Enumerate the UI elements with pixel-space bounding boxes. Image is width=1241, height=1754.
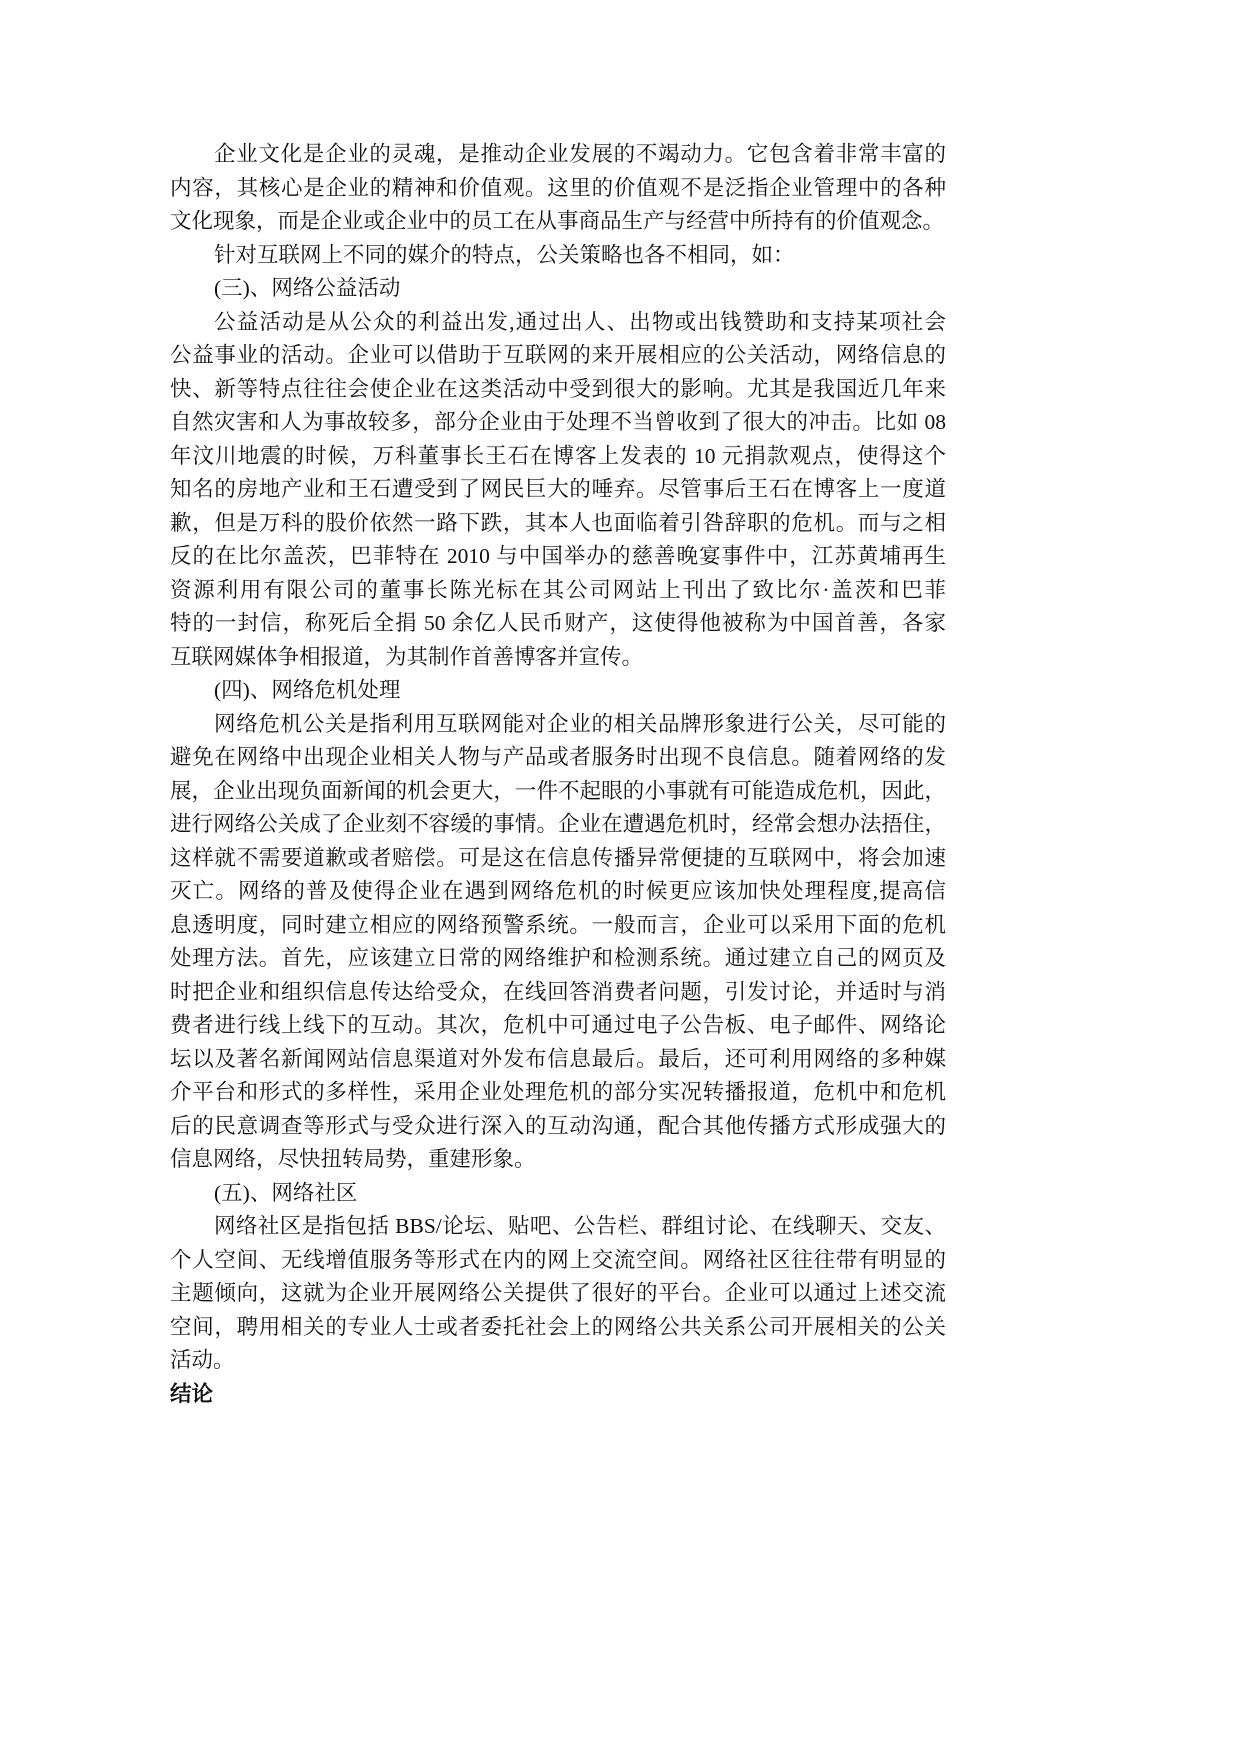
document-body	[170, 138, 946, 1411]
text-line: 公益事业的活动。企业可以借助于互联网的来开展相应的公关活动，网络信息的	[170, 343, 946, 367]
text-line: 公益活动是从公众的利益出发,通过出人、出物或出钱赞助和支持某项社会	[214, 309, 946, 334]
heading-text: 结论	[170, 1381, 214, 1406]
text-line: 网络危机公关是指利用互联网能对企业的相关品牌形象进行公关，尽可能的	[214, 711, 946, 736]
paragraph	[170, 138, 946, 239]
text-line: 文化现象，而是企业或企业中的员工在从事商品生产与经营中所持有的价值观念。	[170, 209, 945, 233]
paragraph	[170, 306, 946, 675]
paragraph	[170, 708, 946, 1177]
text-line: 企业文化是企业的灵魂，是推动企业发展的不竭动力。它包含着非常丰富的	[214, 142, 946, 166]
text-line: 避免在网络中出现企业相关人物与产品或者服务时出现不良信息。随着网络的发	[170, 745, 946, 769]
text-line: 互联网媒体争相报道，为其制作首善博客并宣传。	[170, 644, 644, 669]
text-line: (四)、网络危机处理	[214, 678, 401, 702]
text-line: 内容，其核心是企业的精神和价值观。这里的价值观不是泛指企业管理中的各种	[170, 175, 946, 200]
text-line: 年汶川地震的时候，万科董事长王石在博客上发表的 10 元捐款观点，使得这个	[170, 443, 946, 468]
text-line: 反的在比尔盖茨，巴菲特在 2010 与中国举办的慈善晚宴事件中，江苏黄埔再生	[170, 544, 946, 568]
text-line: 进行网络公关成了企业刻不容缓的事情。企业在遭遇危机时，经常会想办法捂住，	[170, 812, 946, 836]
text-line: 自然灾害和人为事故较多，部分企业由于处理不当曾收到了很大的冲击。比如 08	[170, 410, 946, 434]
text-line: 坛以及著名新闻网站信息渠道对外发布信息最后。最后，还可利用网络的多种媒	[170, 1046, 946, 1071]
text-line: 后的民意调查等形式与受众进行深入的互动沟通，配合其他传播方式形成强大的	[170, 1113, 946, 1138]
text-line: 信息网络，尽快扭转局势，重建形象。	[170, 1147, 536, 1171]
text-line: 针对互联网上不同的媒介的特点，公关策略也各不相同，如：	[214, 242, 795, 267]
paragraph	[170, 674, 946, 708]
text-line: 网络社区是指包括 BBS/论坛、贴吧、公告栏、群组讨论、在线聊天、交友、	[214, 1214, 946, 1238]
paragraph	[170, 1210, 946, 1378]
text-line: 费者进行线上线下的互动。其次，危机中可通过电子公告板、电子邮件、网络论	[170, 1013, 946, 1037]
text-line: 处理方法。首先，应该建立日常的网络维护和检测系统。通过建立自己的网页及	[170, 946, 946, 970]
text-line: 介平台和形式的多样性，采用企业处理危机的部分实况转播报道，危机中和危机	[170, 1080, 946, 1104]
text-line: 快、新等特点往往会使企业在这类活动中受到很大的影响。尤其是我国近几年来	[170, 376, 946, 401]
text-line: 歉，但是万科的股价依然一路下跌，其本人也面临着引咎辞职的危机。而与之相	[170, 510, 946, 535]
paragraph	[170, 1177, 946, 1211]
text-line: 息透明度，同时建立相应的网络预警系统。一般而言，企业可以采用下面的危机	[170, 912, 946, 937]
text-line: 主题倾向，这就为企业开展网络公关提供了很好的平台。企业可以通过上述交流	[170, 1281, 946, 1305]
paragraph	[170, 239, 946, 273]
text-line: 个人空间、无线增值服务等形式在内的网上交流空间。网络社区往往带有明显的	[170, 1247, 946, 1272]
text-line: 展，企业出现负面新闻的机会更大，一件不起眼的小事就有可能造成危机，因此，	[170, 778, 946, 803]
text-line: 活动。	[170, 1348, 235, 1372]
text-line: (三)、网络公益活动	[214, 276, 401, 300]
text-line: 空间，聘用相关的专业人士或者委托社会上的网络公共关系公司开展相关的公关	[170, 1314, 946, 1339]
section-heading	[170, 1378, 946, 1412]
text-line: (五)、网络社区	[214, 1180, 358, 1205]
text-line: 特的一封信，称死后全捐 50 余亿人民币财产，这使得他被称为中国首善，各家	[170, 611, 946, 635]
text-line: 资源利用有限公司的董事长陈光标在其公司网站上刊出了致比尔·盖茨和巴菲	[170, 577, 946, 602]
text-line: 知名的房地产业和王石遭受到了网民巨大的唾弃。尽管事后王石在博客上一度道	[170, 477, 946, 501]
paragraph	[170, 272, 946, 306]
text-line: 灭亡。网络的普及使得企业在遇到网络危机的时候更应该加快处理程度,提高信	[170, 879, 946, 903]
text-line: 这样就不需要道歉或者赔偿。可是这在信息传播异常便捷的互联网中，将会加速	[170, 845, 946, 870]
text-line: 时把企业和组织信息传达给受众，在线回答消费者问题，引发讨论，并适时与消	[170, 979, 946, 1004]
